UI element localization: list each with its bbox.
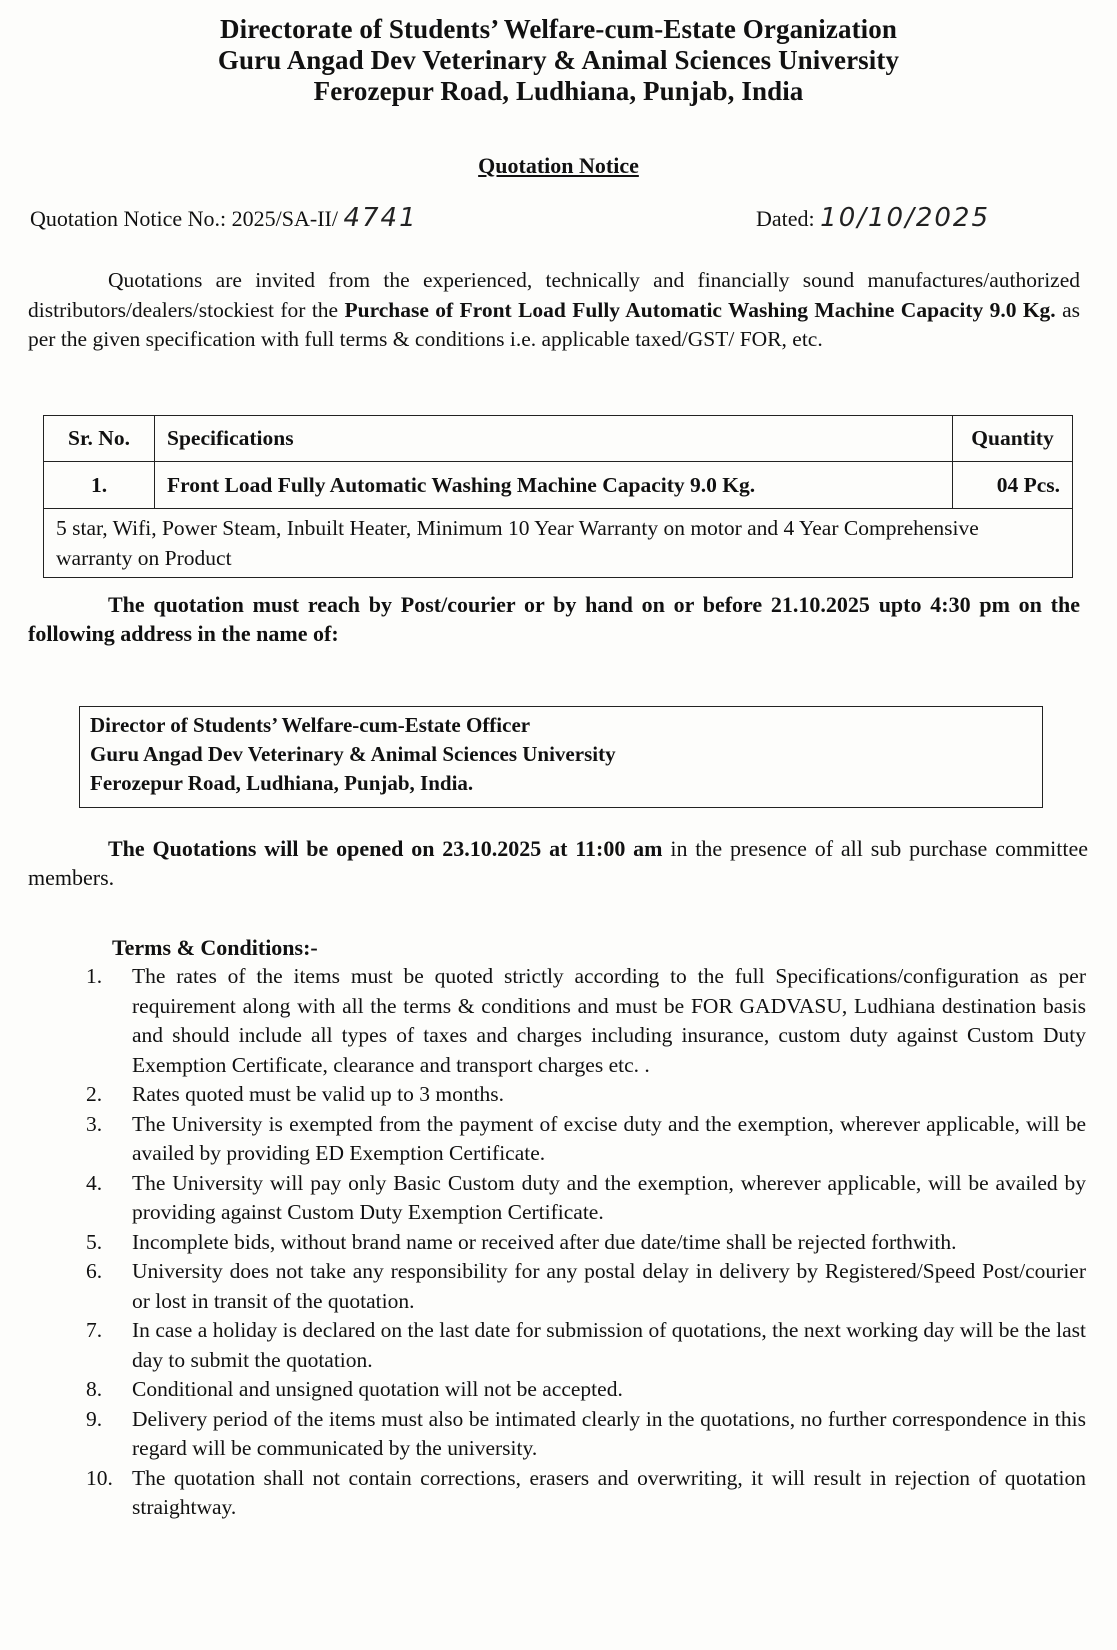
list-item: 6. University does not take any responsibility for any postal delay in delivery by Registered/Speed Post/courier or lost in transit of the quotation. — [86, 1259, 1086, 1313]
intro-paragraph: Quotations are invited from the experienced, technically and financially sound manufactures/authorized distributors/dealers/stockiest for the Purchase of Front Load Fully Automatic Washing Machine Capacity 9.0 Kg. as per the given specification with full terms & conditions i.e. applicable taxed/GST/ FOR, etc. — [28, 268, 1080, 351]
table-row — [44, 462, 1073, 509]
submission-address-box — [79, 706, 1043, 808]
submission-deadline: The quotation must reach by Post/courier or by hand on or before 21.10.2025 upto 4:30 pm on the following address in the name of: — [28, 592, 1080, 646]
list-item: 7. In case a holiday is declared on the last date for submission of quotations, the next working day will be the last day to submit the quotation. — [86, 1318, 1086, 1372]
header-specifications: Specifications — [155, 416, 953, 462]
cell-item: Front Load Fully Automatic Washing Machine Capacity 9.0 Kg. — [155, 462, 953, 509]
list-item: 2. Rates quoted must be valid up to 3 months. — [86, 1082, 505, 1106]
notice-reference — [30, 203, 418, 233]
notice-date — [756, 203, 990, 233]
letterhead-address: Ferozepur Road, Ludhiana, Punjab, India — [313, 76, 804, 106]
address-line-2: Guru Angad Dev Veterinary & Animal Sciences University — [90, 742, 616, 766]
list-item: 8. Conditional and unsigned quotation will not be accepted. — [86, 1377, 623, 1401]
list-item: 3. The University is exempted from the payment of excise duty and the exemption, wherever applicable, will be availed by providing ED Exemption Certificate. — [86, 1111, 1086, 1165]
table-header-row — [44, 416, 1073, 462]
opening-date-time: The Quotations will be opened on 23.10.2025 at 11:00 am — [108, 836, 663, 861]
notice-number-label: Quotation Notice No.: 2025/SA-II/ — [30, 206, 344, 231]
address-line-1: Director of Students’ Welfare-cum-Estate Officer — [90, 713, 531, 737]
list-item: 4. The University will pay only Basic Custom duty and the exemption, wherever applicable, will be availed by providing against Custom Duty Exemption Certificate. — [86, 1170, 1086, 1224]
terms-title: Terms & Conditions:- — [112, 935, 318, 960]
handwritten-date: 10/10/2025 — [820, 203, 991, 233]
list-item: 10. The quotation shall not contain corrections, erasers and overwriting, it will result in rejection of quotation straightway. — [86, 1465, 1086, 1519]
header-quantity: Quantity — [953, 416, 1073, 462]
letterhead-university: Guru Angad Dev Veterinary & Animal Sciences University — [217, 45, 900, 75]
list-item: 9. Delivery period of the items must also be intimated clearly in the quotations, no further correspondence in this regard will be communicated by the university. — [86, 1406, 1086, 1460]
address-line-3: Ferozepur Road, Ludhiana, Punjab, India. — [90, 771, 474, 795]
purchase-item-highlight: Purchase of Front Load Fully Automatic Washing Machine Capacity 9.0 Kg. — [344, 297, 1056, 322]
specification-table — [43, 415, 1073, 578]
notice-title: Quotation Notice — [478, 153, 639, 178]
header-sr-no: Sr. No. — [44, 416, 155, 462]
list-item: 1. The rates of the items must be quoted strictly according to the full Specifications/configuration as per requirement along with all the terms & conditions and must be FOR GADVASU, Ludhiana destination basis and should include all types of taxes and charges including insurance, custom duty against Custom Duty Exemption Certificate, clearance and transport charges etc. . — [86, 964, 1086, 1077]
letterhead — [0, 14, 1117, 107]
cell-details: 5 star, Wifi, Power Steam, Inbuilt Heater, Minimum 10 Year Warranty on motor and 4 Year Comprehensive warranty on Product — [44, 509, 1073, 578]
dated-label: Dated: — [756, 206, 821, 231]
opening-notice: The Quotations will be opened on 23.10.2025 at 11:00 am in the presence of all sub purchase committee members. — [28, 836, 1088, 890]
cell-sr-no: 1. — [44, 462, 155, 509]
table-details-row — [44, 509, 1073, 578]
letterhead-organization: Directorate of Students’ Welfare-cum-Estate Organization — [220, 14, 897, 44]
list-item: 5. Incomplete bids, without brand name or received after due date/time shall be rejected forthwith. — [86, 1229, 957, 1254]
handwritten-notice-number: 4741 — [343, 203, 418, 233]
terms-list — [86, 962, 1086, 1523]
cell-quantity: 04 Pcs. — [953, 462, 1073, 509]
